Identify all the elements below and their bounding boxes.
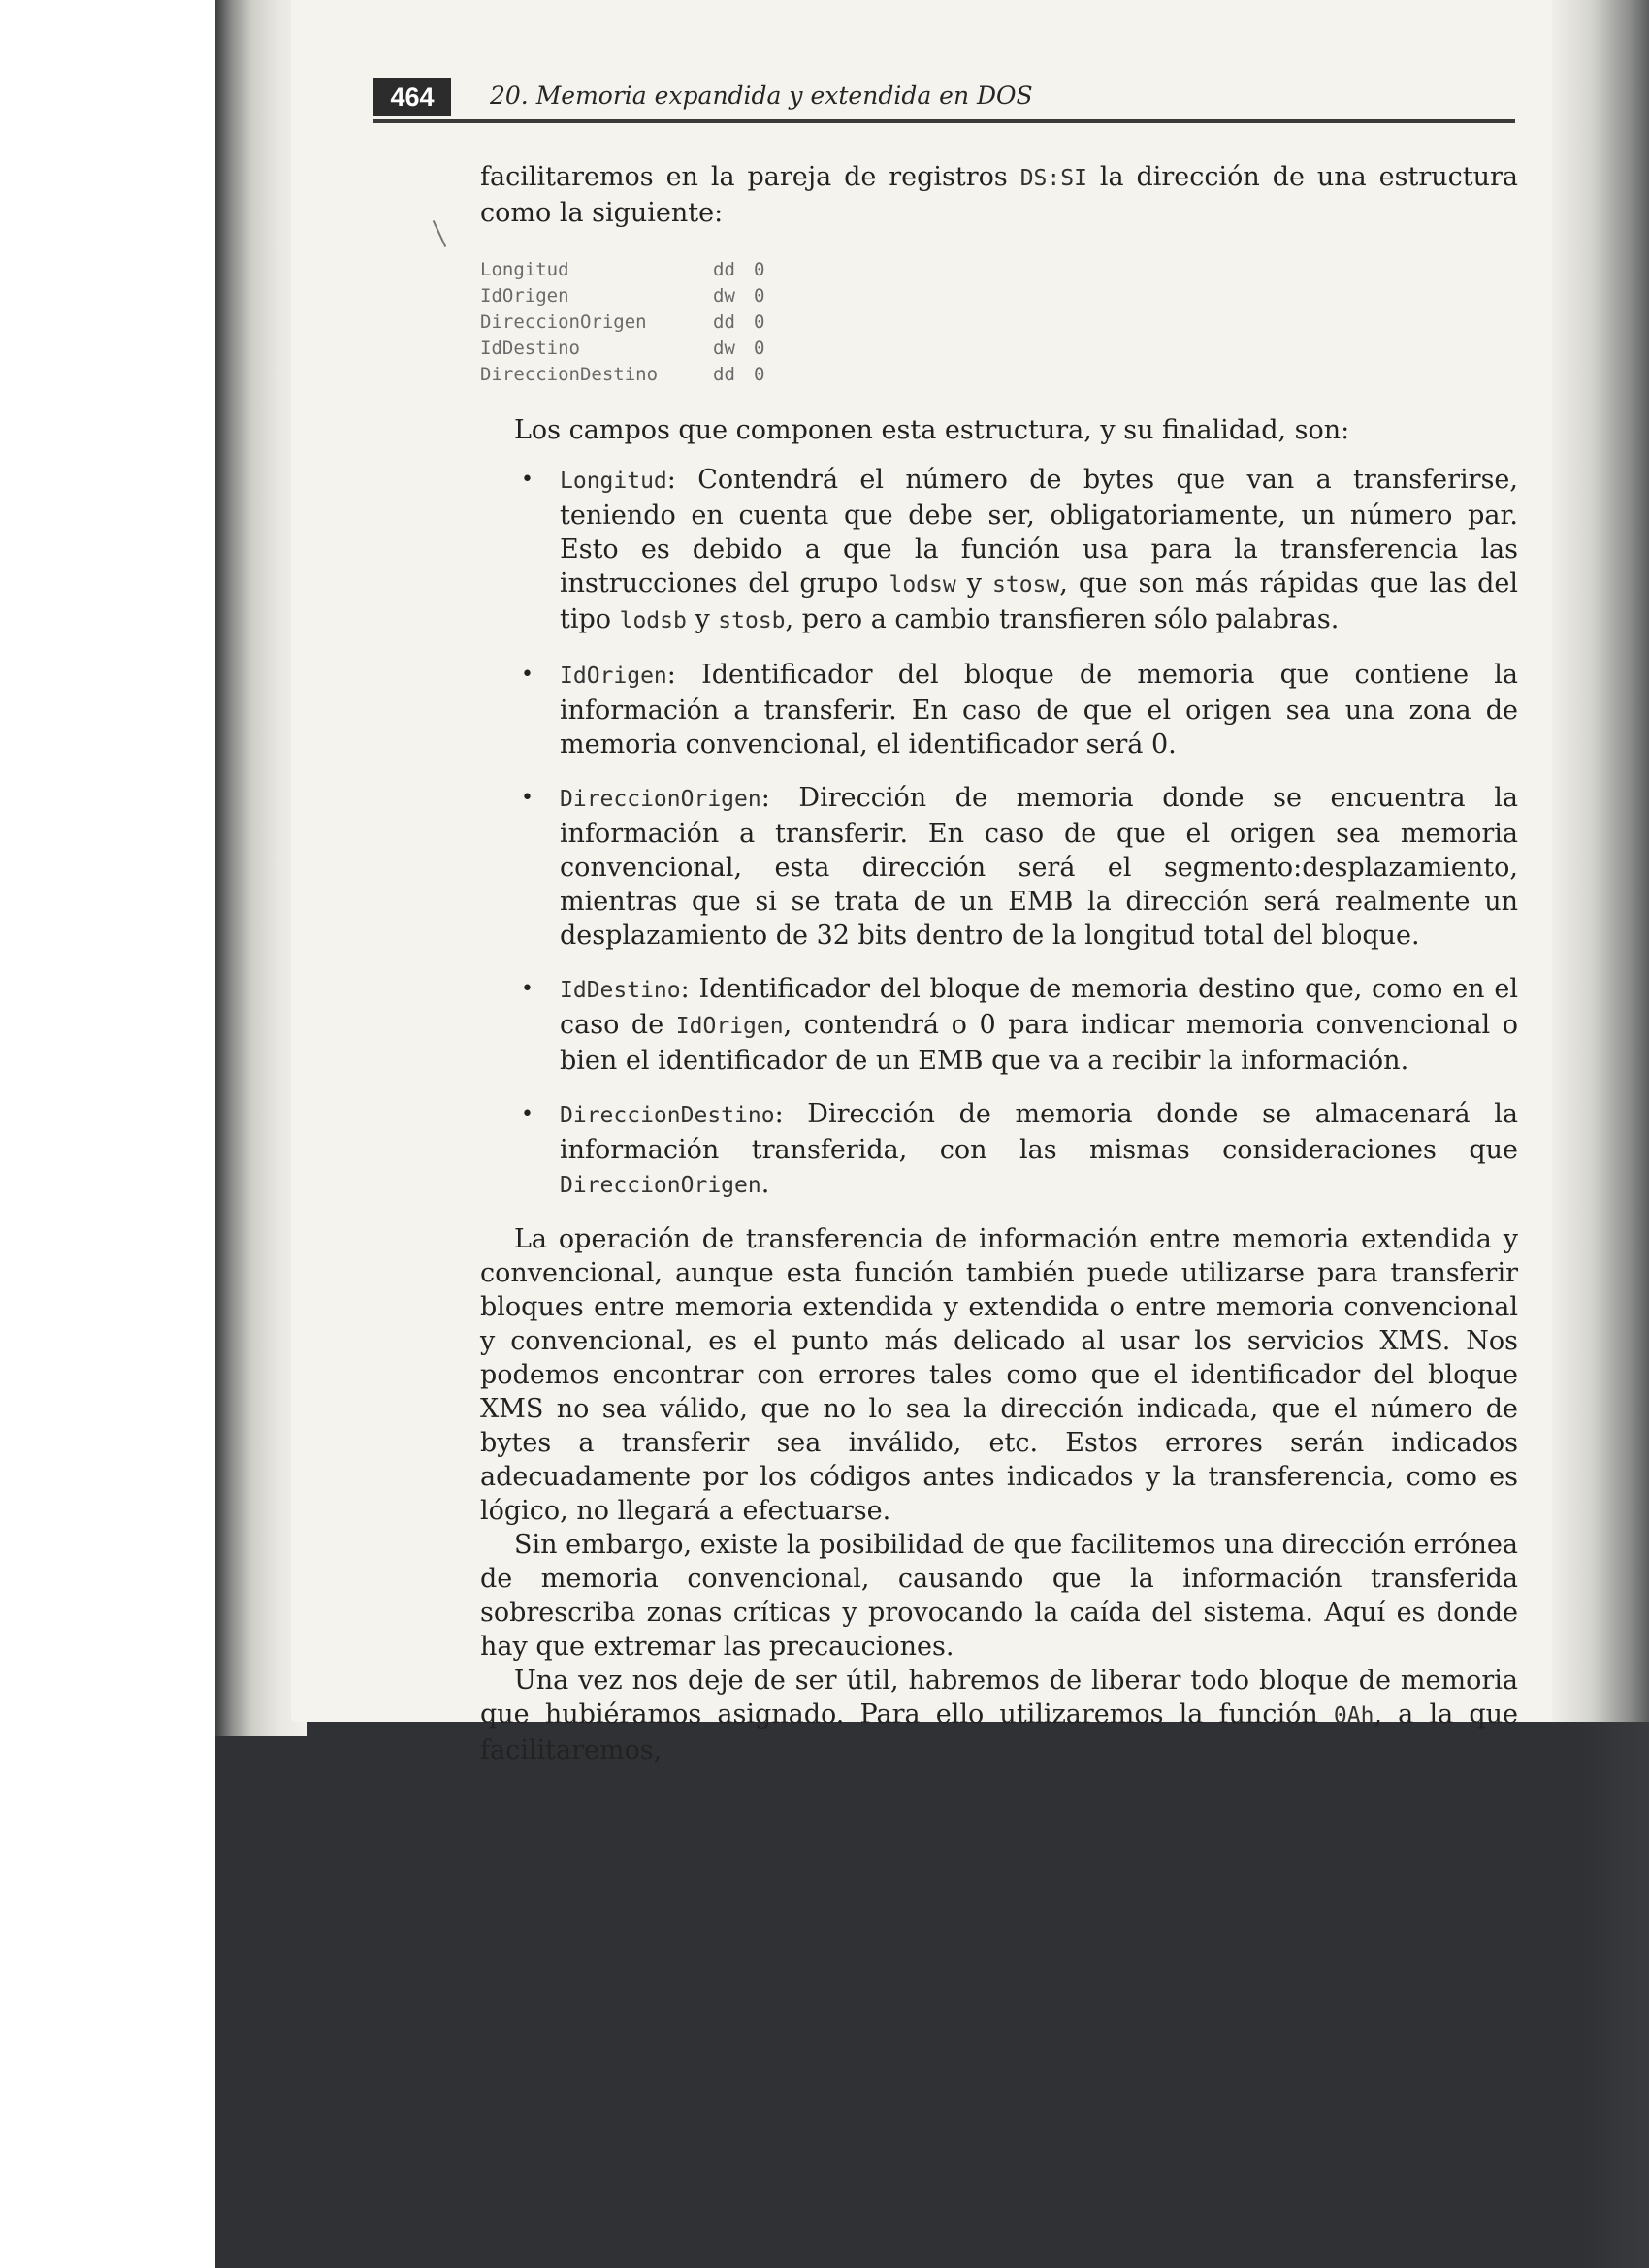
body-paragraph bbox=[480, 1664, 1518, 1767]
list-item-text: y bbox=[955, 568, 993, 599]
inline-code: lodsb bbox=[619, 608, 687, 633]
page-header bbox=[373, 78, 1515, 121]
code-row bbox=[480, 336, 1518, 362]
list-item-text: . bbox=[760, 1169, 770, 1199]
code-field-type: dd bbox=[713, 364, 735, 385]
body-text: , a la que facilitaremos, bbox=[480, 1700, 1518, 1766]
header-rule bbox=[373, 119, 1515, 123]
inline-code: IdOrigen bbox=[675, 1014, 784, 1039]
field-name-code: Longitud bbox=[560, 469, 667, 494]
inline-code: DS:SI bbox=[1019, 166, 1087, 191]
list-item-text: : Identificador del bloque de memoria que contiene la información a transferir. En caso de que el origen sea una zona de memoria convencional, el identificador será 0. bbox=[560, 660, 1518, 760]
scanner-background bbox=[215, 1707, 1649, 2268]
scanner-background-right bbox=[1581, 1722, 1649, 2268]
code-field-type: dd bbox=[713, 311, 735, 333]
list-item bbox=[480, 658, 1518, 761]
list-item-text: , que son más rápidas que las del tipo bbox=[560, 568, 1518, 634]
code-field-value: 0 bbox=[754, 338, 765, 359]
code-field-name: IdDestino bbox=[480, 338, 580, 359]
body-paragraph: La operación de transferencia de información entre memoria extendida y convencional, aunque esta función también puede utilizarse para transferir bloques entre memoria extendida y extendida o entre memoria convencional y convencional, es el punto más delicado al usar los servicios XMS. Nos podemos encontrar con errores tales como que el identificador del bloque XMS no sea válido, que no lo sea la dirección indicada, que el número de bytes a transferir sea inválido, etc. Estos errores serán indicados adecuadamente por los códigos antes indicados y la transferencia, como es lógico, no llegará a efectuarse. bbox=[480, 1224, 1518, 1526]
inline-code: DireccionOrigen bbox=[560, 1173, 761, 1198]
list-item bbox=[480, 781, 1518, 953]
list-item bbox=[480, 463, 1518, 638]
list-item-text: : Dirección de memoria donde se encuentra la información a transferir. En caso de que el origen sea memoria convencional, esta dirección será el segmento:desplazamiento, mientras que si se trata de un EMB la dirección será realmente un desplazamiento de 32 bits dentro de la longitud total del bloque. bbox=[560, 783, 1518, 951]
intro-paragraph bbox=[480, 160, 1518, 230]
inline-code: stosw bbox=[992, 572, 1060, 598]
code-field-type: dw bbox=[713, 338, 735, 359]
code-field-name: IdOrigen bbox=[480, 285, 569, 307]
code-field-value: 0 bbox=[754, 364, 765, 385]
field-name-code: IdDestino bbox=[560, 978, 681, 1003]
chapter-title: 20. Memoria expandida y extendida en DOS bbox=[490, 81, 1033, 110]
inline-code: stosb bbox=[718, 608, 786, 633]
code-row bbox=[480, 309, 1518, 336]
bullet-icon: • bbox=[521, 1102, 534, 1126]
field-name-code: DireccionOrigen bbox=[560, 787, 761, 812]
code-field-type: dd bbox=[713, 259, 735, 280]
code-row bbox=[480, 362, 1518, 388]
code-field-name: DireccionOrigen bbox=[480, 311, 647, 333]
intro-text: la dirección de una estructura como la siguiente: bbox=[480, 162, 1518, 228]
code-row bbox=[480, 283, 1518, 309]
scan-left-margin bbox=[0, 0, 215, 2268]
list-item-text: : Contendrá el número de bytes que van a transferirse, teniendo en cuenta que debe ser, obligatoriamente, un número par. Esto es debido a que la función usa para la transferencia las instrucciones del grupo bbox=[560, 465, 1518, 599]
code-field-value: 0 bbox=[754, 311, 765, 333]
bullet-icon: • bbox=[521, 977, 534, 1001]
code-row bbox=[480, 257, 1518, 283]
intro-text: facilitaremos en la pareja de registros bbox=[480, 162, 1020, 192]
page-number: 464 bbox=[373, 78, 451, 116]
code-field-value: 0 bbox=[754, 259, 765, 280]
list-item-text: : Dirección de memoria donde se almacenará la información transferida, con las mismas consideraciones que bbox=[560, 1099, 1518, 1165]
fields-intro: Los campos que componen esta estructura, y su finalidad, son: bbox=[514, 415, 1350, 445]
body-paragraph: Sin embargo, existe la posibilidad de que facilitemos una dirección errónea de memoria convencional, causando que la información transferida sobrescriba zonas críticas y provocando la caída del sistema. Aquí es donde hay que extremar las precauciones. bbox=[480, 1530, 1518, 1662]
list-item-text: , contendrá o 0 para indicar memoria convencional o bien el identificador de un EMB que va a recibir la información. bbox=[560, 1010, 1518, 1076]
bullet-icon: • bbox=[521, 663, 534, 687]
field-name-code: DireccionDestino bbox=[560, 1103, 775, 1128]
code-block bbox=[480, 257, 1518, 388]
list-item-text: , pero a cambio transfieren sólo palabras. bbox=[785, 604, 1340, 634]
code-field-name: Longitud bbox=[480, 259, 569, 280]
code-field-type: dw bbox=[713, 285, 735, 307]
page-body bbox=[480, 160, 1518, 1767]
list-item-text: : Identificador del bloque de memoria destino que, como en el caso de bbox=[560, 974, 1518, 1040]
inline-code: 0Ah bbox=[1333, 1703, 1374, 1729]
page-edge-shadow bbox=[1552, 0, 1649, 1722]
fields-list bbox=[480, 463, 1518, 1203]
bullet-icon: • bbox=[521, 468, 534, 492]
body-text: Una vez nos deje de ser útil, habremos de liberar todo bloque de memoria que hubiéramos asignado. Para ello utilizaremos la función bbox=[480, 1666, 1518, 1730]
code-field-value: 0 bbox=[754, 285, 765, 307]
bullet-icon: • bbox=[521, 786, 534, 810]
list-item bbox=[480, 972, 1518, 1078]
code-field-name: DireccionDestino bbox=[480, 364, 659, 385]
inline-code: lodsw bbox=[889, 572, 956, 598]
list-item bbox=[480, 1097, 1518, 1203]
field-name-code: IdOrigen bbox=[560, 664, 667, 689]
list-item-text: y bbox=[686, 604, 719, 634]
